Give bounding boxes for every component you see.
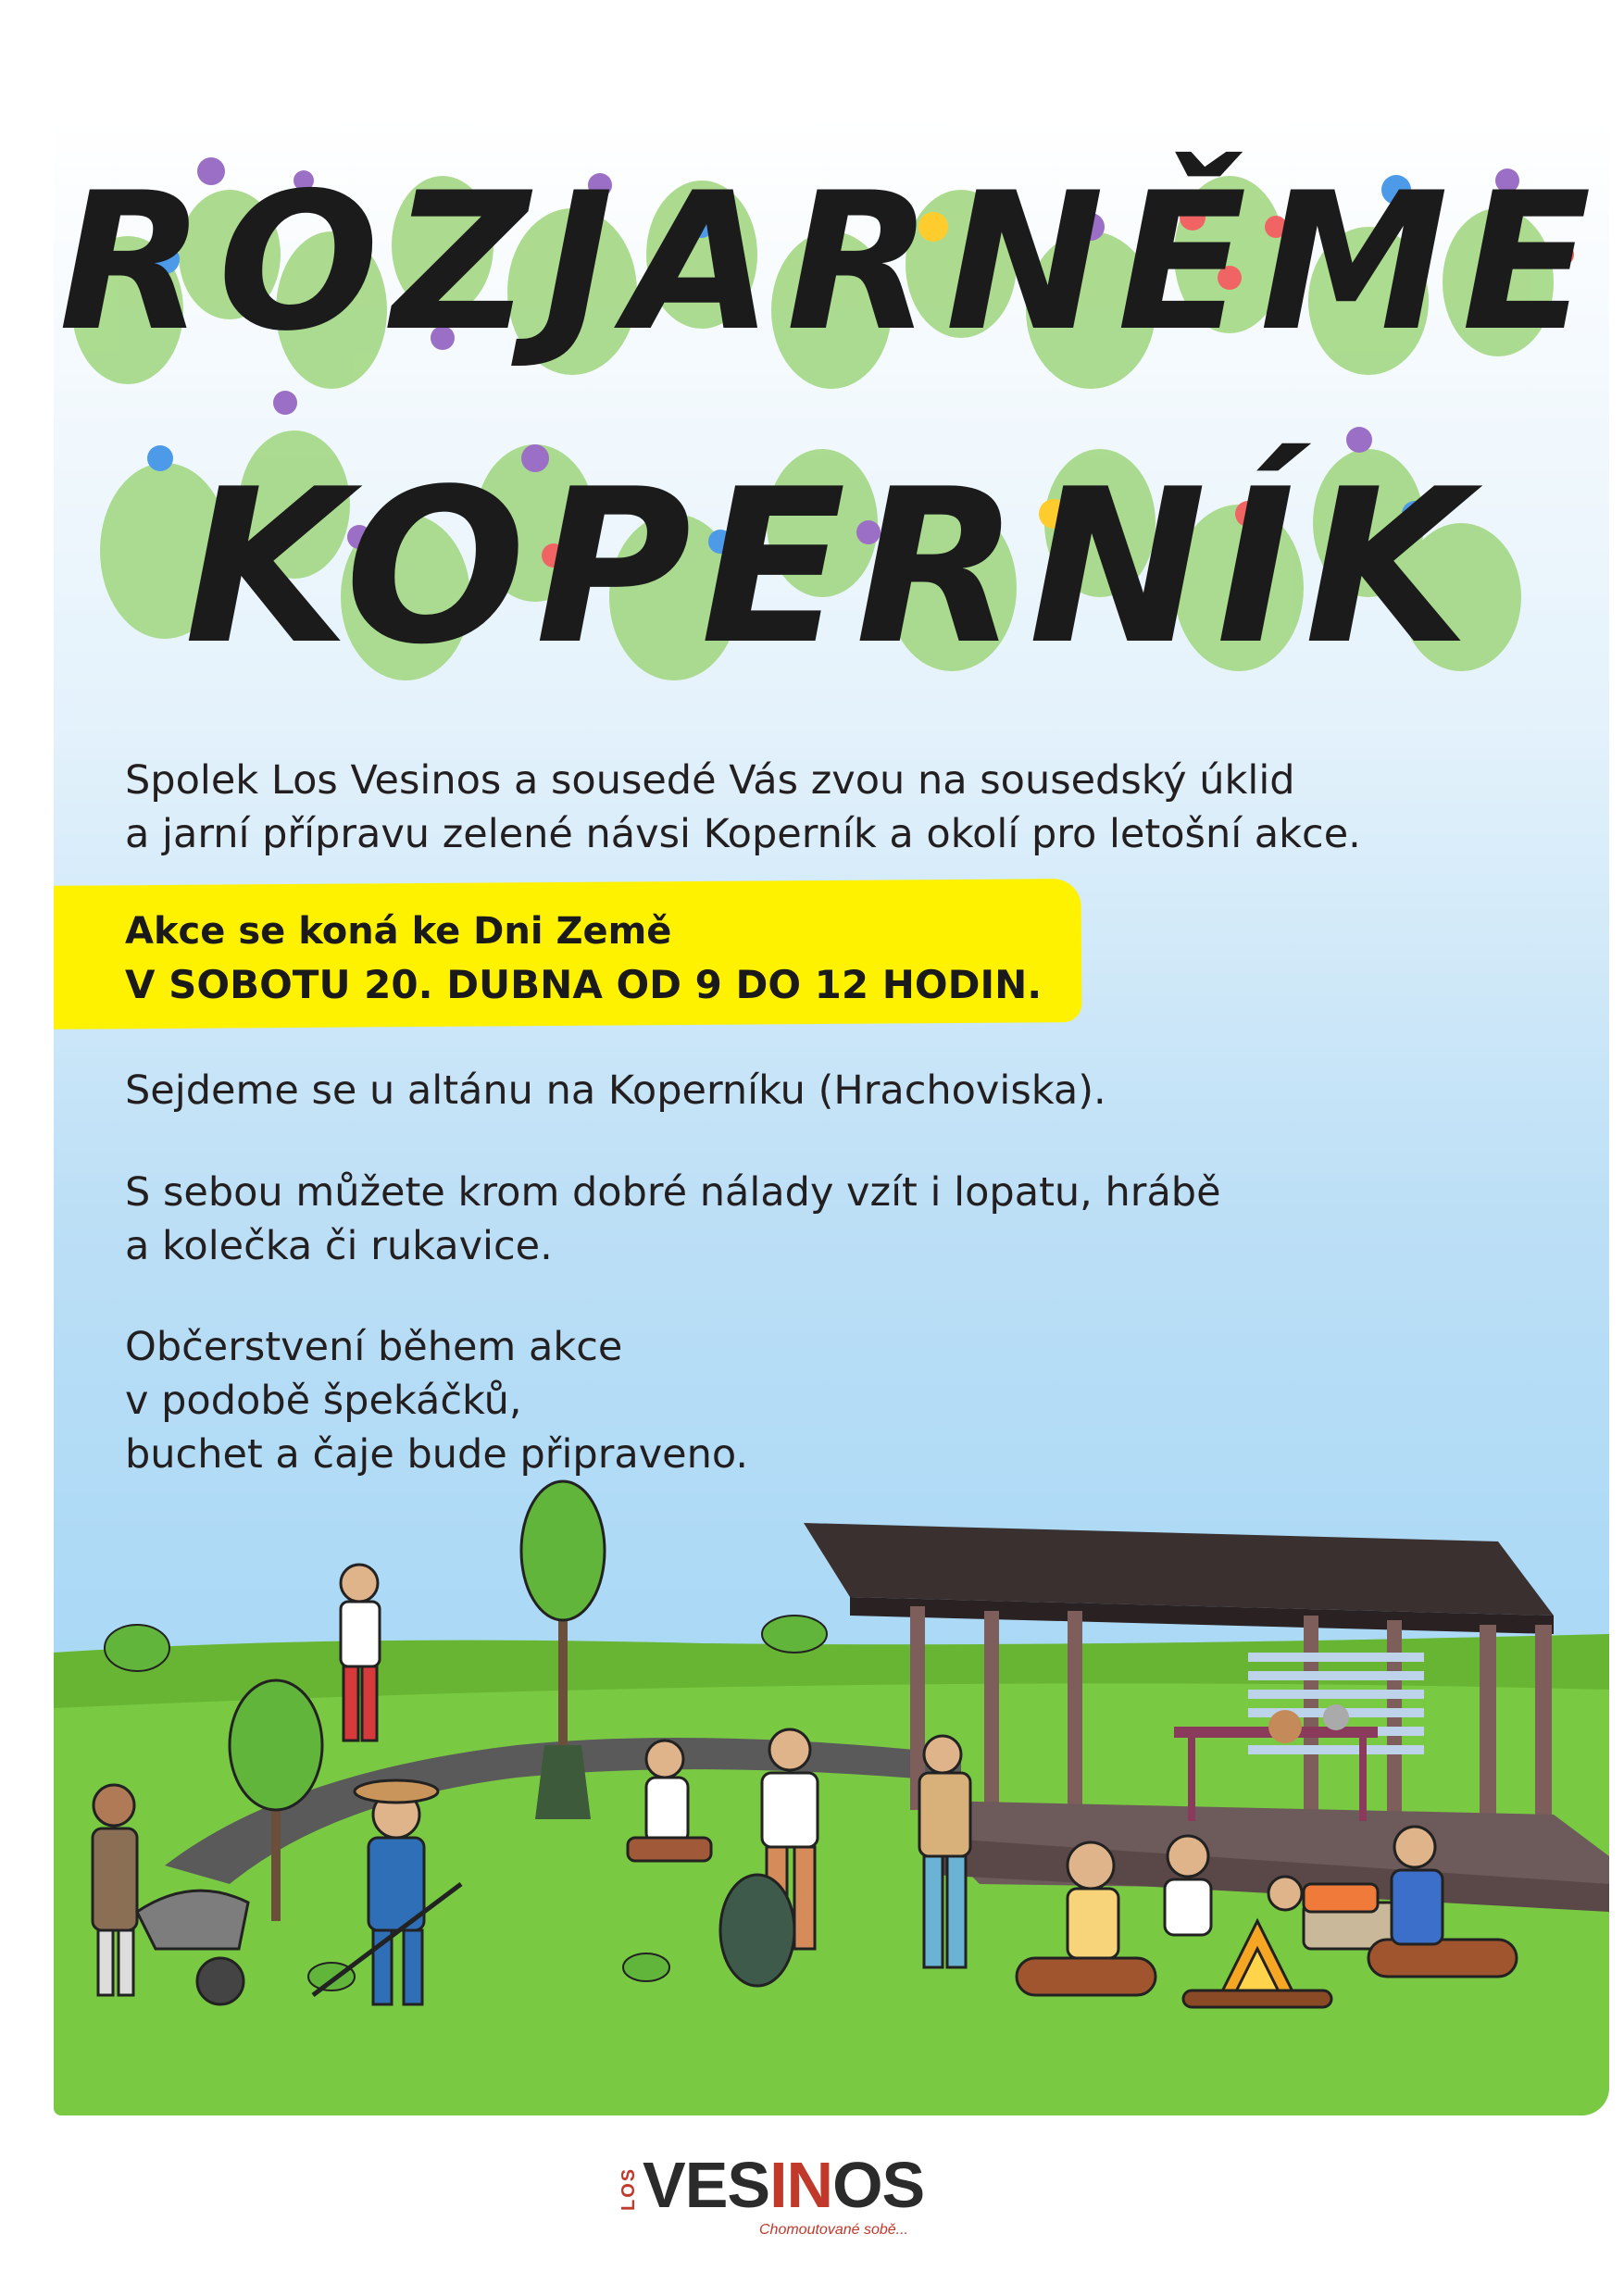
intro-line-1: Spolek Los Vesinos a sousedé Vás zvou na sousedský úklid	[125, 757, 1295, 804]
refreshments-line-1: Občerstvení během akce	[125, 1324, 623, 1370]
page-title-line-2: KOPERNÍK	[183, 444, 1480, 692]
highlight-line-2: V SOBOTU 20. DUBNA OD 9 DO 12 HODIN.	[125, 962, 1043, 1007]
page-title-line-1: ROZJARNĚME	[58, 153, 1605, 373]
logo-wordmark	[643, 2148, 924, 2222]
park-cleanup-illustration	[54, 1449, 1609, 2115]
logo-part-in: IN	[769, 2149, 833, 2221]
logo-tagline: Chomoutované sobě...	[759, 2222, 908, 2238]
refreshments-line-3: buchet a čaje bude připraveno.	[125, 1431, 749, 1478]
logo-part-ves: VES	[643, 2149, 770, 2221]
logo-los-text: LOS	[618, 2166, 639, 2211]
los-vesinos-logo	[618, 2146, 933, 2248]
highlight-line-1: Akce se koná ke Dni Země	[125, 910, 672, 953]
logo-part-os: OS	[832, 2149, 925, 2221]
poster-background	[54, 116, 1609, 2115]
intro-line-2: a jarní přípravu zelené návsi Koperník a okolí pro letošní akce.	[125, 811, 1361, 857]
meeting-text: Sejdeme se u altánu na Koperníku (Hrachoviska).	[125, 1067, 1106, 1114]
bring-line-1: S sebou můžete krom dobré nálady vzít i lopatu, hrábě	[125, 1169, 1221, 1216]
bring-line-2: a kolečka či rukavice.	[125, 1223, 553, 1269]
refreshments-line-2: v podobě špekáčků,	[125, 1378, 522, 1424]
